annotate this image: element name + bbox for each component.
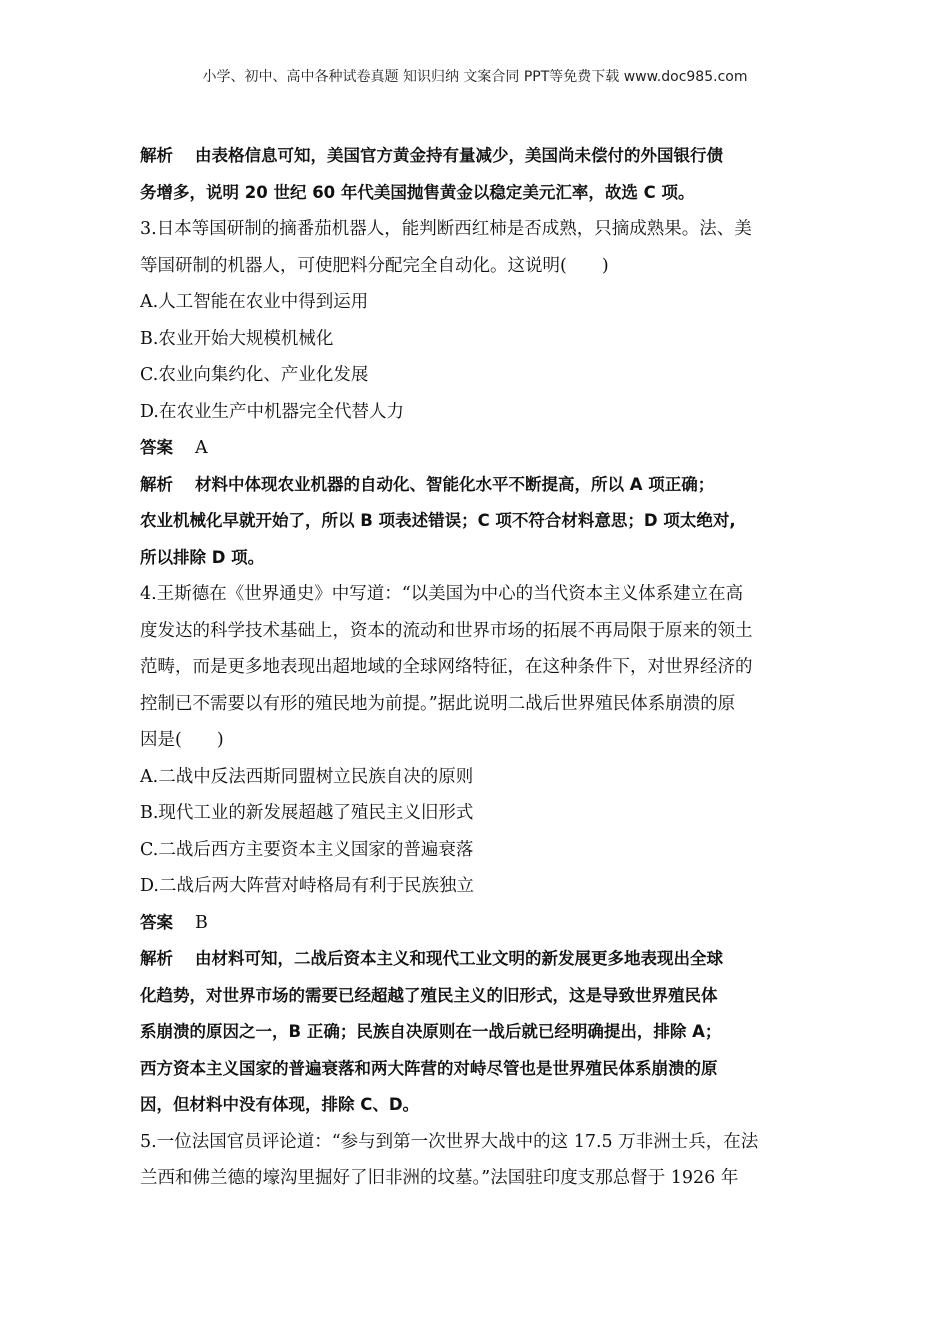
- q4-option-b: B.现代工业的新发展超越了殖民主义旧形式: [140, 803, 474, 823]
- q3-option-c: C.农业向集约化、产业化发展: [140, 365, 369, 385]
- q2-analysis-line-2: 务增多，说明 20 世纪 60 年代美国抛售黄金以稳定美元汇率，故选 C 项。: [140, 182, 695, 202]
- q4-analysis-line-2: 化趋势，对世界市场的需要已经超越了殖民主义的旧形式，这是导致世界殖民体: [140, 985, 718, 1005]
- q4-stem-line-2: 度发达的科学技术基础上，资本的流动和世界市场的拓展不再局限于原来的领土: [140, 620, 753, 641]
- q4-answer-value: B: [195, 912, 208, 933]
- analysis-label: 解析: [140, 146, 173, 165]
- q4-stem-line-3: 范畴，而是更多地表现出超地域的全球网络特征，在这种条件下，对世界经济的: [140, 657, 753, 677]
- q3-answer-value: A: [195, 438, 208, 458]
- q4-stem-line-4: 控制已不需要以有形的殖民地为前提。”据此说明二战后世界殖民体系崩溃的原: [140, 693, 736, 714]
- q4-analysis-line-3: 系崩溃的原因之一，B 正确；民族自决原则在一战后就已经明确提出，排除 A；: [140, 1022, 722, 1041]
- q4-stem-line-5: 因是( ): [140, 730, 224, 750]
- q3-analysis-line-1: 解析 材料中体现农业机器的自动化、智能化水平不断提高，所以 A 项正确；: [140, 474, 715, 494]
- q3-answer: [140, 430, 820, 467]
- q3-option-a: A.人工智能在农业中得到运用: [140, 292, 369, 312]
- q4-analysis-line-4: 西方资本主义国家的普遍衰落和两大阵营的对峙尽管也是世界殖民体系崩溃的原: [140, 1058, 718, 1078]
- q3-stem-line-2: 等国研制的机器人，可使肥料分配完全自动化。这说明( ): [140, 255, 609, 276]
- analysis-label: 解析: [140, 474, 173, 494]
- q4-analysis-line-1: 解析 由材料可知，二战后资本主义和现代工业文明的新发展更多地表现出全球: [140, 949, 723, 968]
- q4-answer: [140, 905, 820, 942]
- q4-analysis-line-5: 因，但材料中没有体现，排除 C、D。: [140, 1095, 420, 1114]
- answer-label: 答案: [140, 912, 173, 932]
- q3-option-b: B.农业开始大规模机械化: [140, 328, 334, 349]
- q4-option-c: C.二战后西方主要资本主义国家的普遍衰落: [140, 839, 474, 860]
- q3-stem-line-1: 3.日本等国研制的摘番茄机器人，能判断西红柿是否成熟，只摘成熟果。法、美: [140, 219, 752, 239]
- answer-label: 答案: [140, 438, 173, 457]
- analysis-label: 解析: [140, 949, 173, 968]
- q3-analysis-line-2: 农业机械化早就开始了，所以 B 项表述错误；C 项不符合材料意思；D 项太绝对,: [140, 511, 736, 530]
- q2-analysis-line-1: 解析 由表格信息可知，美国官方黄金持有量减少，美国尚未偿付的外国银行债: [140, 146, 723, 165]
- q4-stem-line-1: 4.王斯德在《世界通史》中写道：“以美国为中心的当代资本主义体系建立在高: [140, 584, 744, 604]
- page-header: 小学、初中、高中各种试卷真题 知识归纳 文案合同 PPT等免费下载 www.doc985.com: [202, 69, 748, 85]
- q3-option-d: D.在农业生产中机器完全代替人力: [140, 401, 404, 422]
- q3-analysis-line-3: 所以排除 D 项。: [140, 547, 265, 567]
- q4-option-a: A.二战中反法西斯同盟树立民族自决的原则: [140, 766, 474, 787]
- document-body: [140, 138, 820, 1197]
- q4-option-d: D.二战后两大阵营对峙格局有利于民族独立: [140, 876, 474, 896]
- q5-stem-line-1: 5.一位法国官员评论道：“参与到第一次世界大战中的这 17.5 万非洲士兵，在法: [140, 1131, 759, 1152]
- q5-stem-line-2: 兰西和佛兰德的壕沟里掘好了旧非洲的坟墓。”法国驻印度支那总督于 1926 年: [140, 1168, 739, 1188]
